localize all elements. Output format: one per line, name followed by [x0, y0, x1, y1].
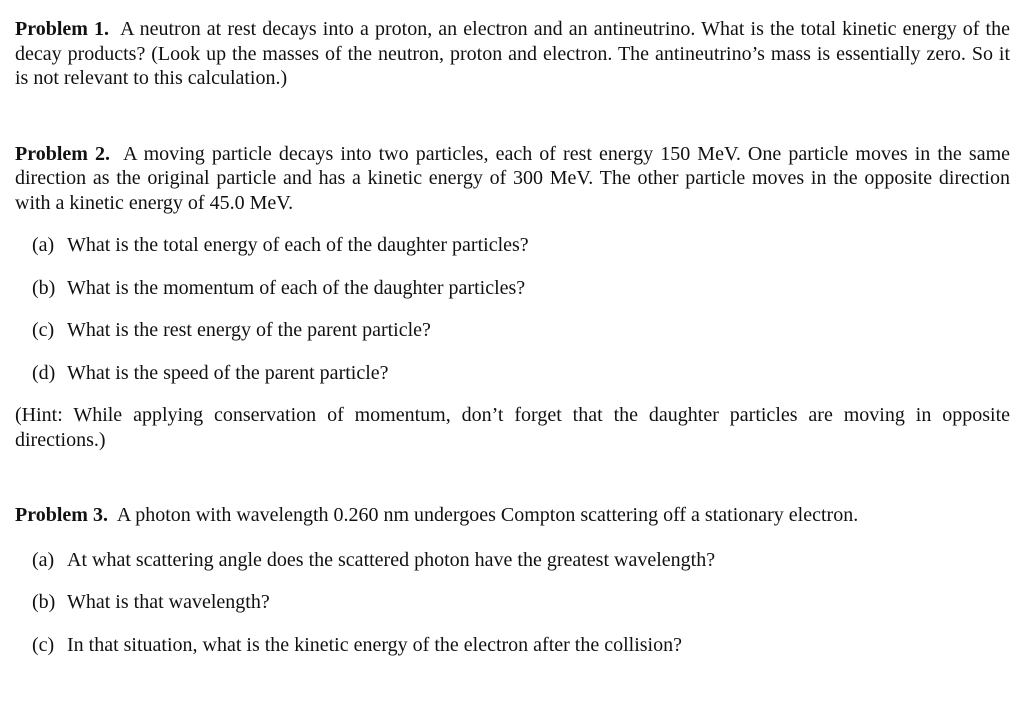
problem-3-text: A photon with wavelength 0.260 nm undergoes Compton scattering off a stationary electron. [116, 504, 859, 526]
part-text: At what scattering angle does the scattered photon have the greatest wavelength? [67, 548, 716, 571]
problem-2-hint: (Hint: While applying conservation of momentum, don’t forget that the daughter particles are moving in opposite directions.) [15, 404, 1010, 451]
part-label: (a) [32, 548, 55, 571]
problem-2-part-c [15, 318, 1010, 342]
part-text: What is the speed of the parent particle? [67, 361, 389, 384]
part-text: In that situation, what is the kinetic energy of the electron after the collision? [67, 633, 682, 656]
problem-3-part-a [15, 548, 1010, 572]
problem-3-heading: Problem 3. [15, 504, 108, 526]
problem-3-part-b [15, 590, 1010, 614]
problem-1-text: A neutron at rest decays into a proton, an electron and an antineutrino. What is the total kinetic energy of the decay products? (Look up the masses of the neutron, proton and electron. The antineutrino’s mass is essentially zero. So it is not relevant to this calculation.) [15, 18, 1010, 89]
part-text: What is that wavelength? [67, 591, 270, 613]
part-label: (c) [32, 319, 55, 341]
part-text: What is the momentum of each of the daughter particles? [67, 276, 526, 299]
problem-1 [15, 17, 1010, 91]
part-text: What is the rest energy of the parent particle? [67, 319, 431, 341]
problem-2-heading: Problem 2. [15, 142, 111, 165]
part-label: (d) [32, 361, 56, 384]
problem-2-parts [15, 233, 1010, 385]
problem-2 [15, 142, 1010, 216]
problem-2-text: A moving particle decays into two particles, each of rest energy 150 MeV. One particle moves in the same direction as the original particle and has a kinetic energy of 300 MeV. The other particle moves in the opposite direction with a kinetic energy of 45.0 MeV. [15, 142, 1011, 214]
problem-2-part-a [15, 233, 1010, 257]
problem-sheet [15, 17, 1010, 675]
part-label: (c) [32, 633, 55, 656]
problem-3-parts [15, 548, 1010, 657]
problem-2-part-d [15, 361, 1010, 385]
problem-3 [15, 503, 1010, 528]
part-label: (b) [32, 276, 56, 299]
problem-2-part-b [15, 276, 1010, 300]
part-label: (a) [32, 234, 55, 256]
problem-3-part-c [15, 633, 1010, 657]
part-label: (b) [32, 591, 56, 613]
part-text: What is the total energy of each of the daughter particles? [67, 234, 529, 256]
problem-1-heading: Problem 1. [15, 18, 110, 40]
